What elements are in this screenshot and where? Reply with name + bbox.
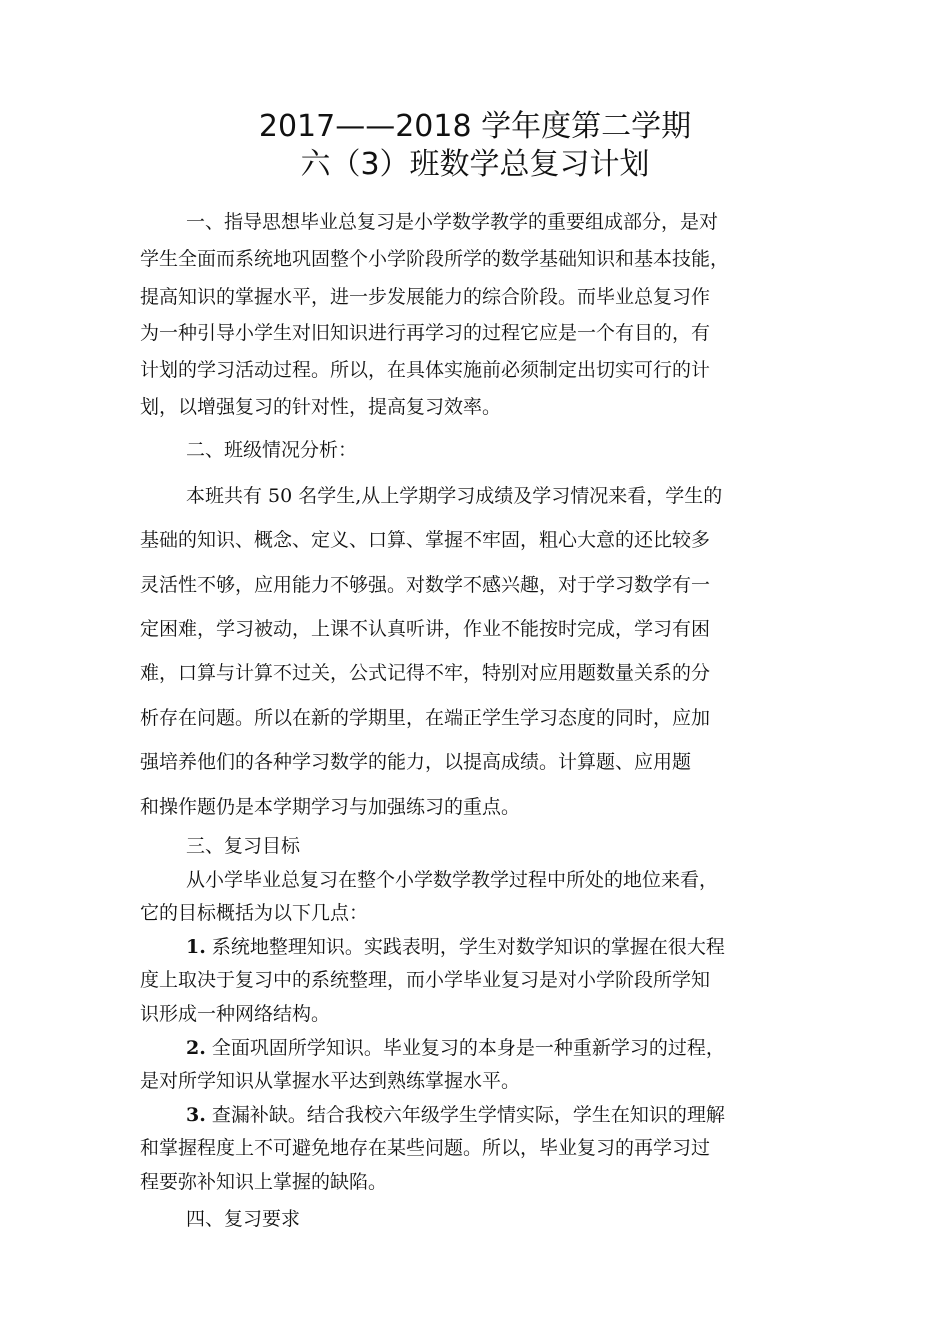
list-item-line (140, 934, 830, 960)
paragraph-line: 析存在问题。所以在新的学期里，在端正学生学习态度的同时，应加 (140, 707, 711, 729)
paragraph-line: 学生全面而系统地巩固整个小学阶段所学的数学基础知识和基本技能， (140, 248, 730, 270)
list-item-line (140, 1102, 830, 1128)
list-item-text: 全面巩固所学知识。毕业复习的本身是一种重新学习的过程， (211, 1037, 725, 1059)
section-heading: 二、班级情况分析： (186, 439, 358, 461)
paragraph-line: 提高知识的掌握水平，进一步发展能力的综合阶段。而毕业总复习作 (140, 286, 711, 308)
list-item-number: 2. (186, 1037, 206, 1059)
paragraph-line: 是对所学知识从掌握水平达到熟练掌握水平。 (140, 1070, 521, 1092)
paragraph-line: 定困难，学习被动，上课不认真听讲，作业不能按时完成，学习有困 (140, 618, 711, 640)
paragraph-line: 强培养他们的各种学习数学的能力，以提高成绩。计算题、应用题 (140, 751, 692, 773)
paragraph-line: 划，以增强复习的针对性，提高复习效率。 (140, 396, 502, 418)
paragraph-line: 从小学毕业总复习在整个小学数学教学过程中所处的地位来看， (186, 869, 719, 891)
paragraph-line: 程要弥补知识上掌握的缺陷。 (140, 1171, 388, 1193)
paragraph-line: 为一种引导小学生对旧知识进行再学习的过程它应是一个有目的，有 (140, 322, 711, 344)
list-item-number: 3. (186, 1104, 206, 1126)
paragraph-line: 本班共有 50 名学生,从上学期学习成绩及学习情况来看，学生的 (186, 485, 723, 507)
paragraph-line: 难，口算与计算不过关，公式记得不牢，特别对应用题数量关系的分 (140, 662, 711, 684)
paragraph-line: 和掌握程度上不可避免地存在某些问题。所以，毕业复习的再学习过 (140, 1137, 711, 1159)
paragraph-line: 计划的学习活动过程。所以，在具体实施前必须制定出切实可行的计 (140, 359, 711, 381)
paragraph-line: 它的目标概括为以下几点： (140, 902, 369, 924)
section-heading: 三、复习目标 (186, 835, 301, 857)
document-title-line-2: 六（3）班数学总复习计划 (300, 147, 650, 182)
section-heading: 四、复习要求 (186, 1208, 301, 1230)
list-item-text: 查漏补缺。结合我校六年级学生学情实际，学生在知识的理解 (211, 1104, 725, 1126)
paragraph-line: 和操作题仍是本学期学习与加强练习的重点。 (140, 796, 521, 818)
list-item-number: 1. (186, 936, 206, 958)
list-item-line (140, 1035, 830, 1061)
paragraph-line: 度上取决于复习中的系统整理，而小学毕业复习是对小学阶段所学知 (140, 969, 711, 991)
paragraph-line: 基础的知识、概念、定义、口算、掌握不牢固，粗心大意的还比较多 (140, 529, 711, 551)
paragraph-line: 灵活性不够，应用能力不够强。对数学不感兴趣，对于学习数学有一 (140, 574, 711, 596)
paragraph-line: 识形成一种网络结构。 (140, 1003, 331, 1025)
list-item-text: 系统地整理知识。实践表明，学生对数学知识的掌握在很大程 (211, 936, 725, 958)
paragraph-line: 一、指导思想毕业总复习是小学数学教学的重要组成部分，是对 (186, 211, 719, 233)
document-title-line-1: 2017——2018 学年度第二学期 (258, 109, 692, 144)
